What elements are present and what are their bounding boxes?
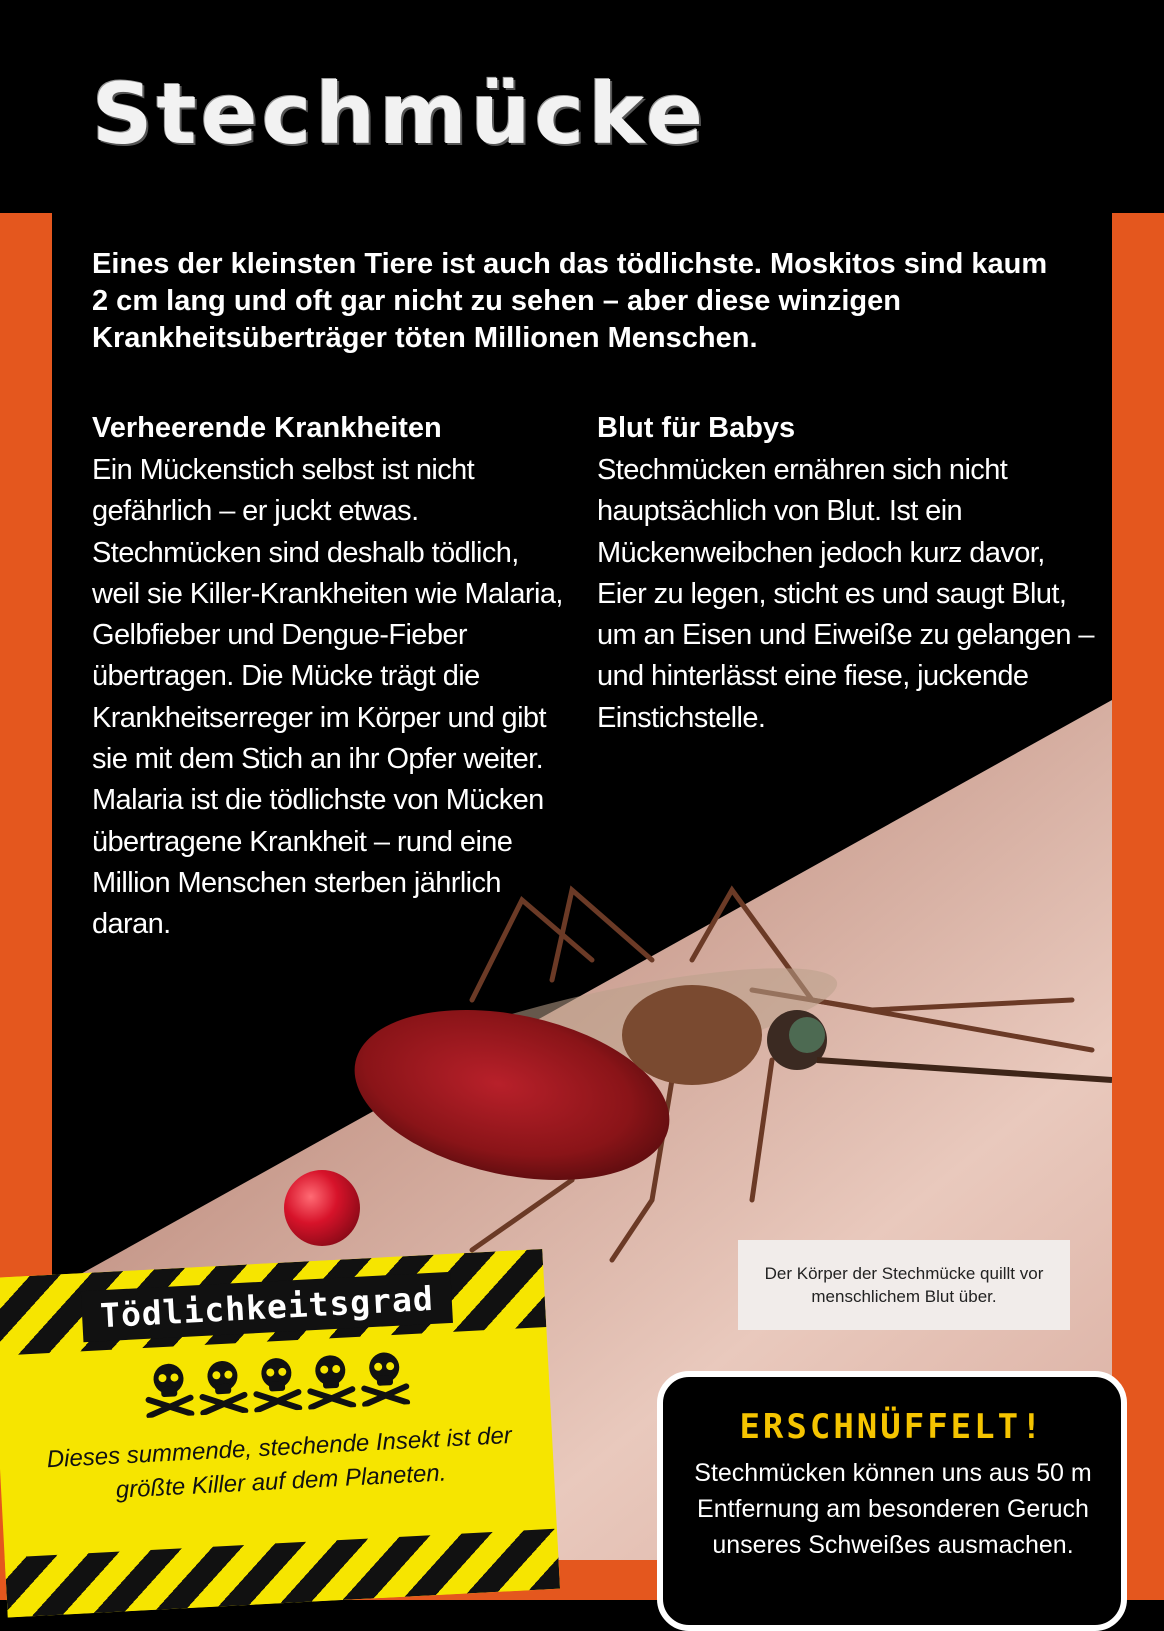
skull-crossbones-icon	[197, 1357, 250, 1416]
section-blood-for-babies	[597, 408, 1097, 739]
skull-crossbones-icon	[250, 1354, 303, 1413]
skull-crossbones-icon	[143, 1360, 196, 1419]
skull-rating	[143, 1348, 412, 1418]
section-body: Stechmücken ernähren sich nicht hauptsächlich von Blut. Ist ein Mückenweibchen jedoch kurz davor, Eier zu legen, sticht es und saugt Blut, um an Eisen und Eiweiße zu gelangen – und hinterlässt eine fiese, juckende Einstichstelle.	[597, 454, 1094, 734]
fact-title: ERSCHNÜFFELT!	[739, 1407, 1045, 1447]
deadliness-text: Dieses summende, stechende Insekt ist der größte Killer auf dem Planeten.	[46, 1421, 513, 1504]
fact-text: Stechmücken können uns aus 50 m Entfernung am besonderen Geruch unseres Schweißes ausmachen.	[694, 1459, 1092, 1559]
section-heading: Verheerende Krankheiten	[92, 412, 442, 444]
page-title: Stechmücke	[92, 65, 707, 163]
blood-drop	[284, 1170, 360, 1246]
warning-stripes-bottom	[5, 1529, 560, 1618]
section-body: Ein Mückenstich selbst ist nicht gefährlich – er juckt etwas. Stechmücken sind deshalb tödlich, weil sie Killer-Krankheiten wie Malaria, Gelbfieber und Dengue-Fieber übertragen. Die Mücke trägt die Krankheitserreger im Körper und gibt sie mit dem Stich an ihr Opfer weiter. Malaria ist die tödlichste von Mücken übertragene Krankheit – rund eine Million Menschen sterben jährlich daran.	[92, 454, 563, 941]
skull-crossbones-icon	[304, 1351, 357, 1410]
mosquito-eye	[789, 1017, 825, 1053]
skull-crossbones-icon	[358, 1348, 411, 1407]
deadliness-label: Tödlichkeitsgrad	[81, 1272, 453, 1342]
deadliness-panel	[0, 1249, 560, 1617]
section-diseases	[92, 408, 572, 946]
photo-caption: Der Körper der Stechmücke quillt vor menschlichem Blut über.	[738, 1240, 1070, 1330]
fact-box	[657, 1371, 1127, 1631]
mosquito-thorax	[622, 985, 762, 1085]
intro-text: Eines der kleinsten Tiere ist auch das tödlichste. Moskitos sind kaum 2 cm lang und oft gar nicht zu sehen – aber diese winzigen Krankheitsüberträger töten Millionen Menschen.	[92, 248, 1048, 354]
section-heading: Blut für Babys	[597, 412, 796, 444]
